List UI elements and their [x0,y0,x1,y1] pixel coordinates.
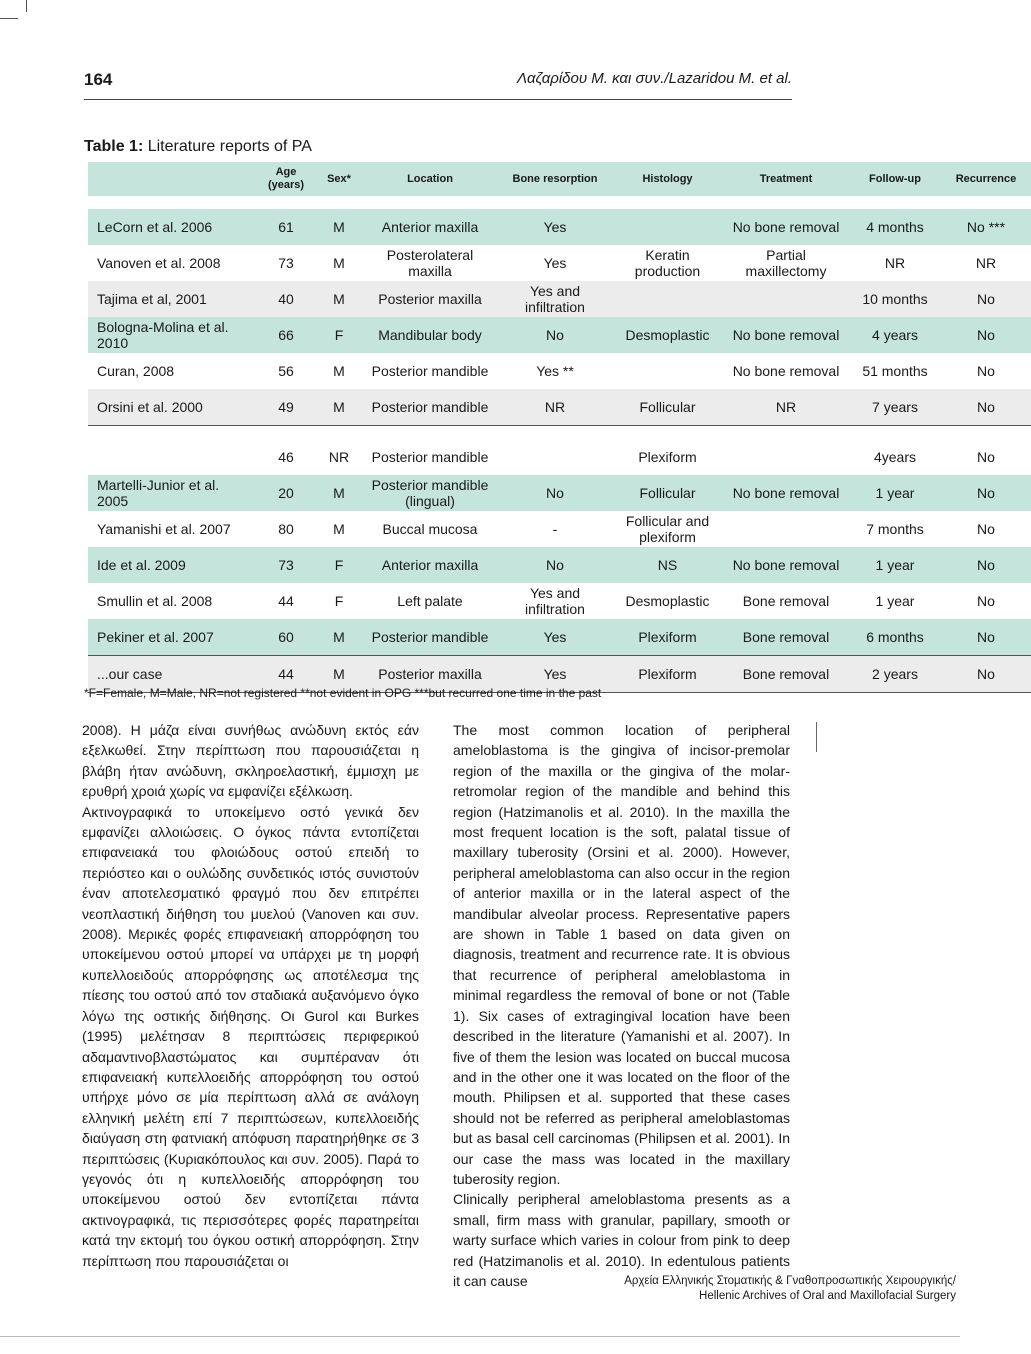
table-cell [498,439,612,475]
table-cell: F [316,583,362,619]
table-cell: M [316,511,362,547]
table-cell: Desmoplastic [612,317,723,353]
table-cell: Pekiner et al. 2007 [88,619,256,656]
table-cell: 7 months [849,511,941,547]
table-caption-text: Literature reports of PA [143,138,312,155]
header-cell: Location [362,162,498,196]
table-cell: No bone removal [723,475,849,511]
literature-table [88,162,1031,693]
table-cell: M [316,245,362,281]
header-cell: Age (years) [256,162,316,196]
table-cell: Posterior mandible (lingual) [362,475,498,511]
table-cell: 7 years [849,389,941,426]
table-cell: Posterolateral maxilla [362,245,498,281]
table-cell [723,439,849,475]
table-cell: No [941,317,1031,353]
table-row [88,209,1031,245]
table-cell: NR [941,245,1031,281]
running-head: Λαζαρίδου Μ. και συν./Lazaridou M. et al. [516,70,792,87]
body-paragraph: Clinically peripheral ameloblastoma presents as a small, firm mass with granular, papillary, smooth or warty surface which varies in colour from pink to deep red (Hatzimanolis et al. 2010). In edentulous patients it can cause [453,1191,790,1289]
table-cell: Follicular and plexiform [612,511,723,547]
table-cell: M [316,209,362,245]
table-cell: No [941,547,1031,583]
header-cell: Bone resorption [498,162,612,196]
header-cell: Follow-up [849,162,941,196]
table-cell: ...our case [88,656,256,693]
table-cell: No [941,439,1031,475]
table-caption-label: Table 1: [84,138,144,155]
header-cell: Histology [612,162,723,196]
table-cell: M [316,619,362,656]
table-cell: Left palate [362,583,498,619]
table-cell: 4 months [849,209,941,245]
table-cell: Vanoven et al. 2008 [88,245,256,281]
table-cell: 66 [256,317,316,353]
table-cell: 56 [256,353,316,389]
table-cell: Follicular [612,389,723,426]
table-cell: NR [723,389,849,426]
crop-mark-horizontal [0,18,18,19]
bottom-rule [0,1336,960,1337]
table-cell: Plexiform [612,439,723,475]
table-cell [723,281,849,317]
table-cell: Anterior maxilla [362,547,498,583]
table-cell: No bone removal [723,209,849,245]
journal-footer [624,1274,956,1304]
table-cell: Tajima et al, 2001 [88,281,256,317]
table-cell: No [941,511,1031,547]
journal-title-greek: Αρχεία Ελληνικής Στοματικής & Γναθοπροσωπικής Χειρουργικής/ [624,1275,956,1287]
table-cell: No [941,619,1031,656]
table-cell: Posterior mandible [362,389,498,426]
table-cell: Mandibular body [362,317,498,353]
table-row [88,389,1031,426]
table-cell: Yes [498,245,612,281]
table-cell: Plexiform [612,656,723,693]
table-cell: Yes ** [498,353,612,389]
table-cell: Ide et al. 2009 [88,547,256,583]
table-cell: M [316,281,362,317]
table-cell: Yes and infiltration [498,281,612,317]
table-cell: Anterior maxilla [362,209,498,245]
table-cell: 1 year [849,547,941,583]
table-cell: 4 years [849,317,941,353]
table-cell: Bone removal [723,583,849,619]
table-cell: Orsini et al. 2000 [88,389,256,426]
table-cell: Bologna-Molina et al. 2010 [88,317,256,353]
table-cell: Buccal mucosa [362,511,498,547]
table-cell: 61 [256,209,316,245]
column-divider [816,722,817,752]
table-cell: 20 [256,475,316,511]
table-cell: No [498,547,612,583]
table-cell: M [316,353,362,389]
table-header-row [88,162,1031,196]
table-cell: 60 [256,619,316,656]
table-cell: No [941,353,1031,389]
table-cell: 73 [256,245,316,281]
table-cell: No *** [941,209,1031,245]
table-cell [723,511,849,547]
table-cell: NR [316,439,362,475]
table-cell: No bone removal [723,353,849,389]
table-cell: 10 months [849,281,941,317]
table-cell: Yes [498,619,612,656]
table-cell: No bone removal [723,317,849,353]
table-row [88,439,1031,475]
table-cell: Bone removal [723,619,849,656]
table-cell: F [316,317,362,353]
body-paragraph: The most common location of peripheral ameloblastoma is the gingiva of incisor-premolar region of the maxilla or the gingiva of the molar-retromolar region of the mandible and behind this region (Hatzimanolis et al. 2010). In the maxilla the most frequent location is the soft, palatal tissue of maxillary tuberosity (Orsini et al. 2000). However, peripheral ameloblastoma can also occur in the region of anterior maxilla or in the lateral aspect of the mandibular alveolar process. Representative papers are shown in Table 1 based on data given on diagnosis, treatment and recurrence rate. It is obvious that recurrence of peripheral ameloblastoma in minimal regardless the removal of bone or not (Table 1). Six cases of extragingival location have been described in the literature (Yamanishi et al. 2007). In five of them the lesion was located on buccal mucosa and in the other one it was located on the floor of the mouth. Philipsen et al. supported that these cases should not be referred as peripheral ameloblastomas but as basal cell carcinomas (Philipsen et al. 2001). In our case the mass was located in the maxillary tuberosity region. [453,722,790,1187]
table-cell: 80 [256,511,316,547]
table-cell: - [498,511,612,547]
table-cell: 4years [849,439,941,475]
table-cell: Posterior mandible [362,353,498,389]
table-cell: 44 [256,583,316,619]
table-cell: 2 years [849,656,941,693]
table-cell: M [316,656,362,693]
table-cell: Posterior mandible [362,619,498,656]
table-cell: Smullin et al. 2008 [88,583,256,619]
table-cell [612,281,723,317]
crop-mark-vertical [26,0,27,12]
table-spacer [88,426,1031,440]
table-cell: Keratin production [612,245,723,281]
table-row [88,619,1031,656]
table-cell [612,353,723,389]
table-cell: Posterior maxilla [362,281,498,317]
table-cell: 40 [256,281,316,317]
table-cell: 1 year [849,475,941,511]
table-cell: Curan, 2008 [88,353,256,389]
table-cell: Martelli-Junior et al. 2005 [88,475,256,511]
table-cell: F [316,547,362,583]
header-cell: Treatment [723,162,849,196]
table-cell: No [941,475,1031,511]
header-cell: Recurrence [941,162,1031,196]
table-body [88,196,1031,693]
table-row [88,547,1031,583]
table-cell: Follicular [612,475,723,511]
table-cell: No bone removal [723,547,849,583]
table-cell: M [316,475,362,511]
table-cell: Yes [498,209,612,245]
table-cell: 49 [256,389,316,426]
table-spacer [88,196,1031,209]
table-cell: M [316,389,362,426]
table-cell: Bone removal [723,656,849,693]
table-row [88,475,1031,511]
table-cell: Yamanishi et al. 2007 [88,511,256,547]
table-cell [88,439,256,475]
table-row [88,353,1031,389]
page-number: 164 [84,70,113,89]
table-cell: 73 [256,547,316,583]
table-row [88,245,1031,281]
table-cell: 51 months [849,353,941,389]
journal-title-english: Hellenic Archives of Oral and Maxillofacial Surgery [699,1290,956,1302]
table-cell: No [498,317,612,353]
table-cell: Plexiform [612,619,723,656]
table-footnote: *F=Female, M=Male, NR=not registered **not evident in OPG ***but recurred one time in the past [84,686,602,700]
header-cell: Sex* [316,162,362,196]
table-cell: 6 months [849,619,941,656]
header-cell [88,162,256,196]
table-cell: NS [612,547,723,583]
table-row [88,281,1031,317]
table-cell: No [941,281,1031,317]
left-text-column [82,720,419,1271]
table-cell: No [941,656,1031,693]
table-cell: Posterior mandible [362,439,498,475]
table-cell: Yes [498,656,612,693]
table-cell: Yes and infiltration [498,583,612,619]
table-cell: LeCorn et al. 2006 [88,209,256,245]
body-paragraph: 2008). Η μάζα είναι συνήθως ανώδυνη εκτός εάν εξελκωθεί. Στην περίπτωση που παρουσιάζεται η βλάβη ήταν ανώδυνη, σκληροελαστική, έμμισχη με ερυθρή χροιά χωρίς να εμφανίζει εξέλκωση. [82,722,419,800]
table-row [88,317,1031,353]
body-paragraph: Ακτινογραφικά το υποκείμενο οστό γενικά δεν εμφανίζει αλλοιώσεις. Ο όγκος πάντα εντοπίζεται επιφανειακά του φλοιώδους οστού επειδή το περιόστεο και ο ουλώδης συνδετικός ιστός συνιστούν έναν αποτελεσματικό φραγμό που δεν επιτρέπει νεοπλαστική διήθηση του μυελού (Vanoven και συν. 2008). Μερικές φορές επιφανειακή απορρόφηση του υποκείμενου οστού μπορεί να υπάρχει με τη μορφή κυπελλοειδούς απορρόφησης ως αποτέλεσμα της πίεσης του οστού από τον σταδιακά αυξανόμενο όγκο λόγω της οστικής διήθησης. Οι Gurol και Burkes (1995) μελέτησαν 8 περιπτώσεις περιφερικού αδαμαντινοβλαστώματος και συμπέραναν ότι επιφανειακή κυπελλοειδής απορρόφηση του οστού υπήρχε μόνο σε μία περίπτωση αλλά σε ανάλογη ελληνική μελέτη επί 7 περιπτώσεων, κυπελλοειδής διαύγαση στη φατνιακή απόφυση παρατηρήθηκε σε 3 περιπτώσεις (Κυριακόπουλος και συν. 2005). Παρά το γεγονός ότι η κυπελλοειδής απορρόφηση του υποκείμενου οστού δεν εντοπίζεται πάντα ακτινογραφικά, τις περισσότερες φορές παρατηρείται κατά την εκτομή του όγκου οστική απορρόφηση. Στην περίπτωση που παρουσιάζεται οι [82,803,419,1269]
table-row [88,583,1031,619]
table-caption [84,138,312,156]
table-cell: 1 year [849,583,941,619]
table-row [88,511,1031,547]
table-cell: No [498,475,612,511]
table-cell: 44 [256,656,316,693]
table-cell: NR [849,245,941,281]
table-cell [612,209,723,245]
header-rule [84,99,792,100]
table-cell: 46 [256,439,316,475]
table-cell: No [941,389,1031,426]
table-cell: No [941,583,1031,619]
table-cell: Partial maxillectomy [723,245,849,281]
table-cell: Posterior maxilla [362,656,498,693]
table-cell: NR [498,389,612,426]
right-text-column [453,720,790,1291]
table-cell: Desmoplastic [612,583,723,619]
